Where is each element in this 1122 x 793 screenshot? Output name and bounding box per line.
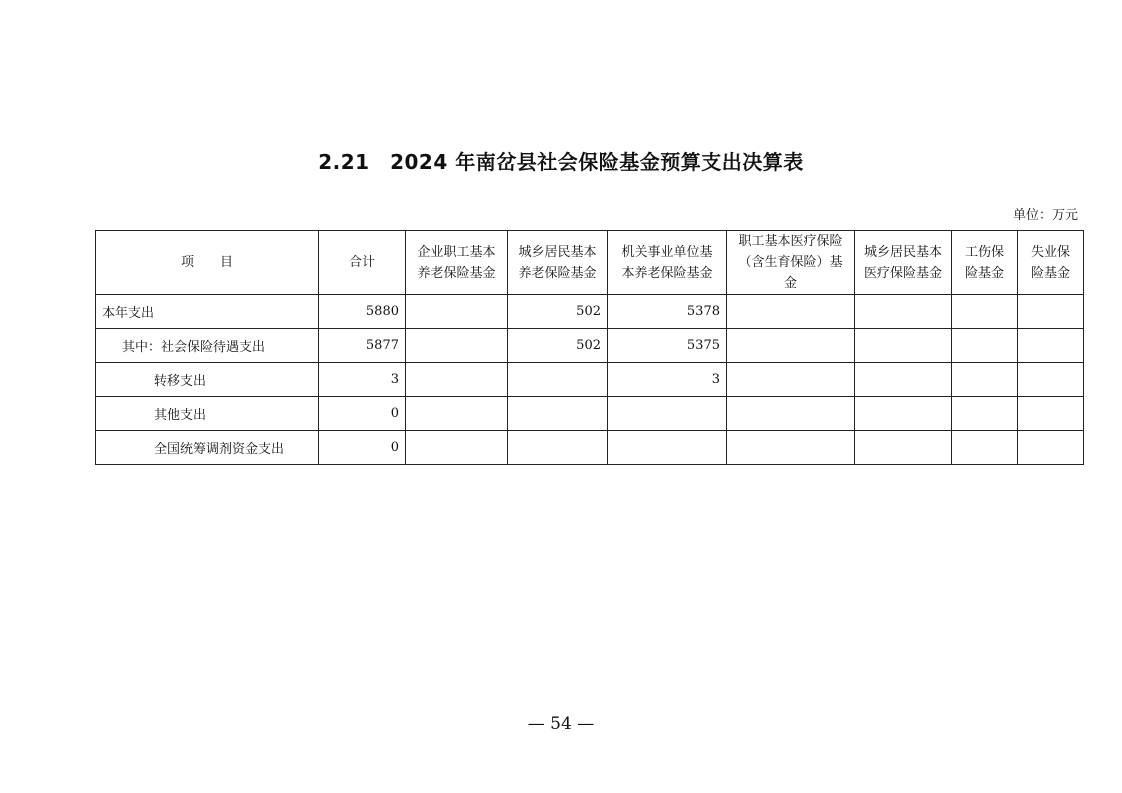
unit-label: 单位：万元 [1012, 208, 1078, 223]
row-total: 0 [319, 431, 406, 465]
table-row [96, 295, 1084, 329]
header-resident-medical: 城乡居民基本 医疗保险基金 [855, 231, 952, 295]
row-cell [855, 329, 952, 363]
row-cell [406, 397, 508, 431]
row-cell [406, 431, 508, 465]
row-cell: 502 [508, 295, 608, 329]
row-cell: 502 [508, 329, 608, 363]
table-row [96, 431, 1084, 465]
table-row [96, 363, 1084, 397]
header-work-injury: 工伤保 险基金 [952, 231, 1018, 295]
row-cell [406, 363, 508, 397]
table-row [96, 397, 1084, 431]
page-number: — 54 — [527, 714, 595, 734]
row-cell [608, 397, 727, 431]
header-total: 合计 [319, 231, 406, 295]
row-cell [1018, 397, 1084, 431]
row-total: 0 [319, 397, 406, 431]
row-cell [508, 397, 608, 431]
row-cell [855, 363, 952, 397]
table-header-row [96, 231, 1084, 295]
row-cell [508, 431, 608, 465]
row-total: 5880 [319, 295, 406, 329]
row-total: 3 [319, 363, 406, 397]
row-cell [508, 363, 608, 397]
header-institution-pension: 机关事业单位基 本养老保险基金 [608, 231, 727, 295]
row-cell [406, 329, 508, 363]
row-cell [855, 295, 952, 329]
page-title: 2.21 2024 年南岔县社会保险基金预算支出决算表 [318, 150, 804, 174]
row-cell [727, 363, 855, 397]
row-cell [1018, 295, 1084, 329]
row-item: 全国统筹调剂资金支出 [96, 431, 319, 465]
row-cell [952, 295, 1018, 329]
row-cell: 5375 [608, 329, 727, 363]
table-row [96, 329, 1084, 363]
row-cell [727, 295, 855, 329]
row-cell: 5378 [608, 295, 727, 329]
header-enterprise-pension: 企业职工基本 养老保险基金 [406, 231, 508, 295]
row-cell [952, 431, 1018, 465]
row-cell [952, 363, 1018, 397]
row-item: 本年支出 [96, 295, 319, 329]
row-cell [855, 397, 952, 431]
header-unemployment: 失业保 险基金 [1018, 231, 1084, 295]
row-cell [406, 295, 508, 329]
row-item: 其他支出 [96, 397, 319, 431]
row-item: 其中：社会保险待遇支出 [96, 329, 319, 363]
row-cell [952, 329, 1018, 363]
header-item: 项 目 [96, 231, 319, 295]
row-cell [1018, 329, 1084, 363]
row-cell [608, 431, 727, 465]
row-cell [1018, 431, 1084, 465]
row-cell [1018, 363, 1084, 397]
row-cell [855, 431, 952, 465]
header-employee-medical: 职工基本医疗保险 （含生育保险）基金 [727, 231, 855, 295]
row-cell [727, 329, 855, 363]
row-cell [952, 397, 1018, 431]
header-resident-pension: 城乡居民基本 养老保险基金 [508, 231, 608, 295]
row-total: 5877 [319, 329, 406, 363]
expenditure-table [95, 230, 1084, 465]
row-cell [727, 431, 855, 465]
row-cell: 3 [608, 363, 727, 397]
row-item: 转移支出 [96, 363, 319, 397]
row-cell [727, 397, 855, 431]
